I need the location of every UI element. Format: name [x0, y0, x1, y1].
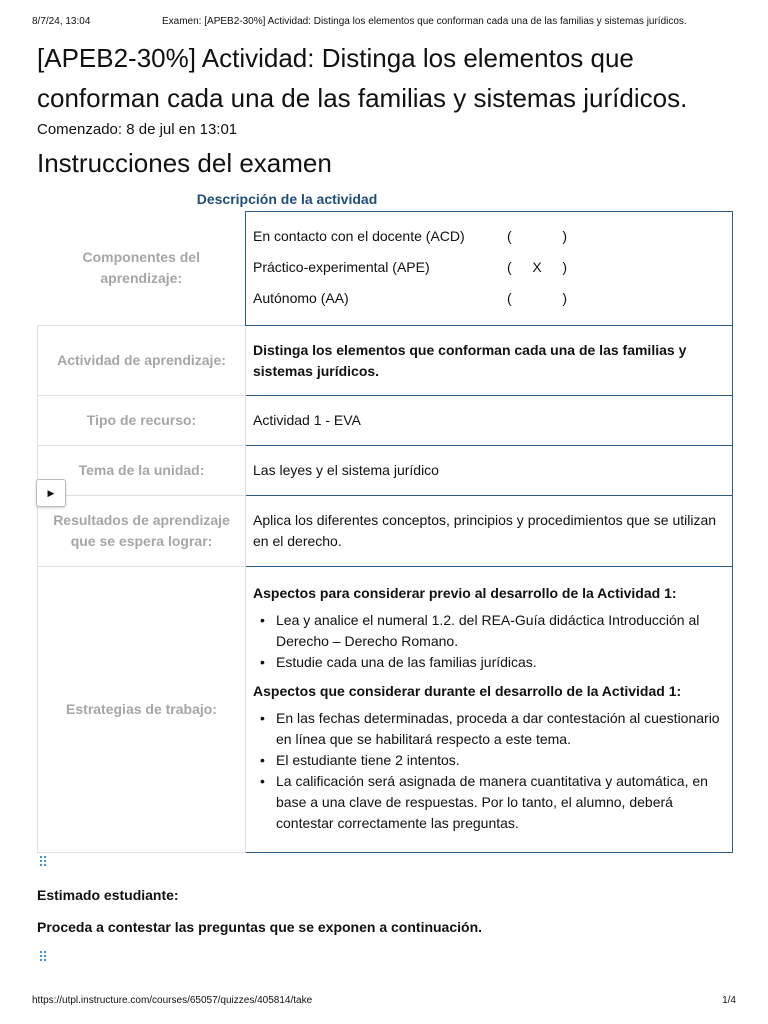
greeting: Estimado estudiante:: [37, 887, 179, 903]
components-value: [246, 212, 733, 326]
strategies-during-heading: Aspectos que considerar durante el desarrollo de la Actividad 1:: [253, 683, 682, 699]
unit-topic-value: Las leyes y el sistema jurídico: [246, 446, 733, 496]
outcomes-value: Aplica los diferentes conceptos, principios y procedimientos que se utilizan en el derecho.: [246, 496, 733, 567]
play-icon: ▶: [47, 487, 55, 498]
list-item: • Estudie cada una de las familias jurídicas.: [253, 652, 725, 673]
strategies-before-list: [253, 610, 725, 673]
activity-value-text: Distinga los elementos que conforman cada una de las familias y sistemas jurídicos.: [253, 341, 687, 379]
unit-topic-label: Tema de la unidad:: [38, 446, 246, 496]
exam-title: [APEB2-30%] Actividad: Distinga los elementos que conforman cada una de las familias y sistemas jurídicos.: [37, 43, 688, 113]
component-mark: [507, 288, 567, 309]
mark-value: [527, 288, 547, 309]
row-components: [38, 212, 733, 326]
row-unit-topic: [38, 446, 733, 496]
strategies-label: Estrategias de trabajo:: [38, 567, 246, 853]
print-footer: [32, 995, 736, 1009]
row-outcomes: [38, 496, 733, 567]
play-button[interactable]: [36, 479, 66, 507]
activity-description-caption: Descripción de la actividad: [196, 191, 378, 207]
mark-close: ): [562, 290, 567, 306]
mark-close: ): [562, 228, 567, 244]
row-resource: [38, 396, 733, 446]
strategies-during-list: [253, 708, 725, 834]
print-url: https://utpl.instructure.com/courses/65057/quizzes/405814/take: [32, 995, 313, 1006]
component-name: En contacto con el docente (ACD): [253, 228, 465, 244]
list-item: • Lea y analice el numeral 1.2. del REA-Guía didáctica Introducción al Derecho – Derecho Romano.: [253, 610, 725, 652]
drag-handle-icon[interactable]: ⠿: [38, 854, 48, 870]
instructions-heading: Instrucciones del examen: [37, 148, 332, 178]
list-item: • En las fechas determinadas, proceda a dar contestación al cuestionario en línea que se habilitará respecto a este tema.: [253, 708, 725, 750]
strategies-before-heading: Aspectos para considerar previo al desarrollo de la Actividad 1:: [253, 585, 677, 601]
component-name: Práctico-experimental (APE): [253, 259, 430, 275]
row-activity: [38, 326, 733, 396]
component-name: Autónomo (AA): [253, 290, 349, 306]
mark-value: [527, 226, 547, 247]
row-strategies: [38, 567, 733, 853]
started-at: Comenzado: 8 de jul en 13:01: [37, 121, 238, 138]
resource-label: Tipo de recurso:: [38, 396, 246, 446]
mark-close: ): [562, 259, 567, 275]
print-header: [32, 16, 736, 30]
component-mark: [507, 257, 567, 278]
components-label: Componentes del aprendizaje:: [82, 249, 200, 287]
resource-value: Actividad 1 - EVA: [246, 396, 733, 446]
print-doc-title: Examen: [APEB2-30%] Actividad: Distinga los elementos que conforman cada una de las familias y sistemas jurídicos.: [162, 16, 687, 27]
component-mark: [507, 226, 567, 247]
activity-value: [246, 326, 733, 396]
mark-open: (: [507, 259, 512, 275]
mark-open: (: [507, 290, 512, 306]
list-item: • El estudiante tiene 2 intentos.: [253, 750, 725, 771]
component-item: [253, 252, 725, 283]
component-item: [253, 283, 725, 314]
activity-table: [37, 211, 733, 853]
print-page-number: 1/4: [722, 995, 736, 1006]
component-item: [253, 221, 725, 252]
mark-value: X: [532, 259, 542, 275]
strategies-value: [246, 567, 733, 853]
drag-handle-icon[interactable]: ⠿: [38, 949, 48, 965]
activity-label: Actividad de aprendizaje:: [38, 326, 246, 396]
list-item: • La calificación será asignada de manera cuantitativa y automática, en base a una clave de respuestas. Por lo tanto, el alumno, deberá contestar correctamente las preguntas.: [253, 771, 725, 834]
proceed-instruction: Proceda a contestar las preguntas que se exponen a continuación.: [37, 919, 483, 935]
mark-open: (: [507, 228, 512, 244]
print-datetime: 8/7/24, 13:04: [32, 16, 91, 27]
outcomes-label: Resultados de aprendizaje que se espera lograr:: [38, 496, 246, 567]
